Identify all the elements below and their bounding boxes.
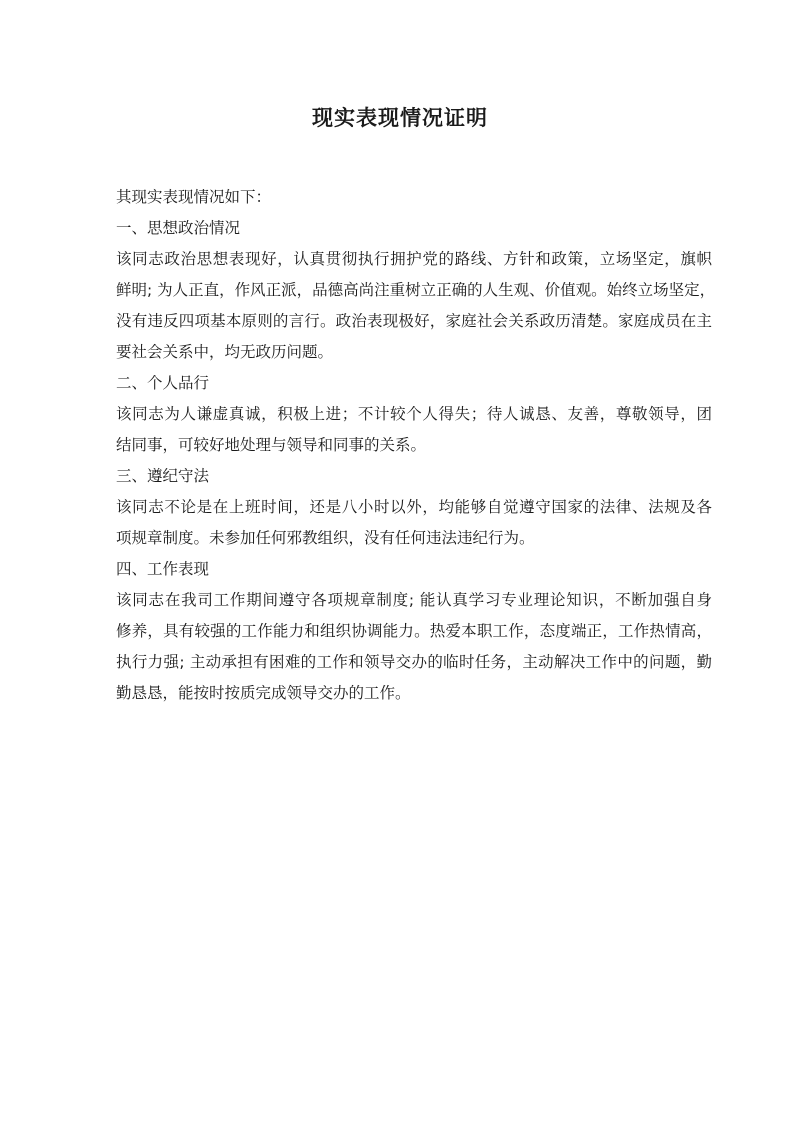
paragraph-line: 该同志政治思想表现好，认真贯彻执行拥护党的路线、方针和政策，立场坚定，旗帜 bbox=[116, 250, 712, 268]
intro-line: 其现实表现情况如下： bbox=[116, 188, 272, 206]
paragraph-line: 勤恳恳，能按时按质完成领导交办的工作。 bbox=[116, 684, 411, 702]
section-heading: 三、遵纪守法 bbox=[116, 467, 210, 485]
document-body bbox=[116, 182, 716, 709]
document-title: 现实表现情况证明 bbox=[312, 106, 488, 130]
paragraph-line: 要社会关系中，均无政历问题。 bbox=[116, 343, 334, 361]
paragraph-line: 该同志为人谦虚真诚，积极上进；不计较个人得失；待人诚恳、友善，尊敬领导，团 bbox=[116, 405, 712, 423]
paragraph-line: 该同志不论是在上班时间，还是八小时以外，均能够自觉遵守国家的法律、法规及各 bbox=[116, 498, 712, 516]
section-heading: 一、思想政治情况 bbox=[116, 219, 241, 237]
paragraph-line: 项规章制度。未参加任何邪教组织，没有任何违法违纪行为。 bbox=[116, 529, 535, 547]
paragraph-line: 该同志在我司工作期间遵守各项规章制度; 能认真学习专业理论知识，不断加强自身 bbox=[116, 591, 712, 609]
paragraph-line: 结同事，可较好地处理与领导和同事的关系。 bbox=[116, 436, 427, 454]
section-heading: 二、个人品行 bbox=[116, 374, 210, 392]
paragraph-line: 修养，具有较强的工作能力和组织协调能力。热爱本职工作，态度端正，工作热情高， bbox=[116, 622, 712, 640]
paragraph-line: 没有违反四项基本原则的言行。政治表现极好，家庭社会关系政历清楚。家庭成员在主 bbox=[116, 312, 712, 330]
paragraph-line: 执行力强; 主动承担有困难的工作和领导交办的临时任务，主动解决工作中的问题，勤 bbox=[116, 653, 712, 671]
section-heading: 四、工作表现 bbox=[116, 560, 210, 578]
paragraph-line: 鲜明; 为人正直，作风正派，品德高尚注重树立正确的人生观、价值观。始终立场坚定， bbox=[116, 281, 716, 299]
